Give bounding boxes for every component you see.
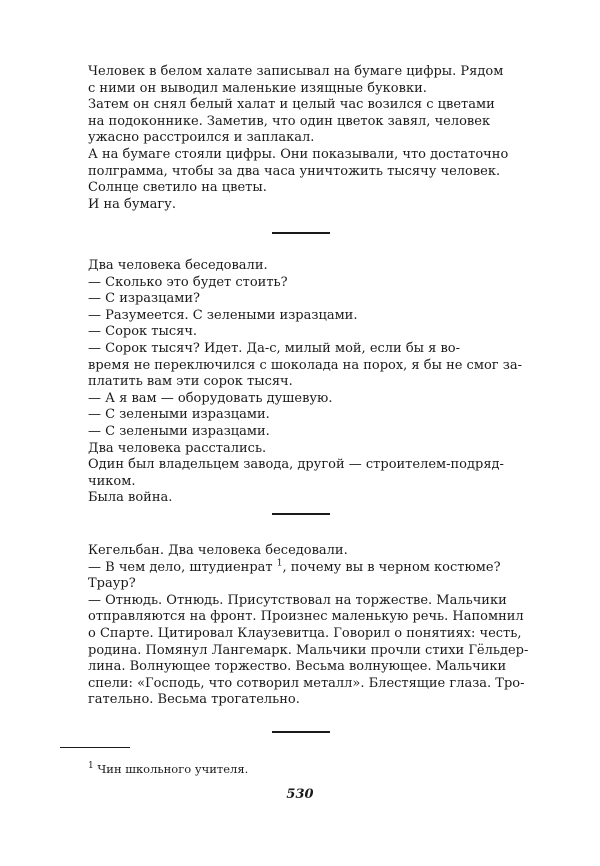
- text-line: полграмма, чтобы за два часа уничтожить тысячу человек.: [88, 163, 501, 179]
- section-divider: [272, 513, 330, 515]
- text-line: А на бумаге стояли цифры. Они показывали, что достаточно: [88, 146, 509, 162]
- footnote-mark: 1: [88, 761, 94, 772]
- footnote-separator: [60, 747, 130, 748]
- text-line: — С зелеными изразцами.: [88, 407, 270, 423]
- text-line: Солнце светило на цветы.: [88, 180, 267, 196]
- text-line: И на бумагу.: [88, 196, 176, 212]
- text-line: Человек в белом халате записывал на бумаге цифры. Рядом: [88, 64, 504, 79]
- text-line: — А я вам — оборудовать душевую.: [88, 390, 333, 406]
- text-line: на подоконнике. Заметив, что один цветок завял, человек: [88, 113, 491, 129]
- text-line: — С зелеными изразцами.: [88, 423, 270, 439]
- text-line: Два человека расстались.: [88, 440, 267, 456]
- section-3: [88, 543, 540, 709]
- text-line: — Сорок тысяч.: [88, 324, 198, 340]
- text-line: ужасно расстроился и заплакал.: [88, 130, 315, 146]
- footnote: [88, 762, 248, 776]
- text-line: Два человека беседовали.: [88, 258, 268, 273]
- text-line: Затем он снял белый халат и целый час возился с цветами: [88, 97, 495, 113]
- page-number: 530: [286, 787, 314, 802]
- text-line: — Сколько это будет стоить?: [88, 274, 288, 290]
- text-line: спели: «Господь, что сотворил металл». Блестящие глаза. Тро-: [88, 675, 525, 691]
- footnote-text: Чин школьного учителя.: [97, 762, 249, 776]
- text-line: [88, 560, 540, 577]
- text-line: время не переключился с шоколада на порох, я бы не смог за-: [88, 357, 522, 373]
- text-line: с ними он выводил маленькие изящные буковки.: [88, 80, 427, 96]
- text-line: чиком.: [88, 473, 136, 489]
- text-line: — Сорок тысяч? Идет. Да-с, милый мой, если бы я во-: [88, 340, 461, 356]
- text-line: Траур?: [88, 576, 136, 592]
- text-line: родина. Помянул Лангемарк. Мальчики прочли стихи Гёльдер-: [88, 642, 529, 658]
- text-line: — С изразцами?: [88, 291, 200, 307]
- text-line: Кегельбан. Два человека беседовали.: [88, 543, 348, 558]
- text-line: гательно. Весьма трогательно.: [88, 692, 300, 708]
- text-line: лина. Волнующее торжество. Весьма волнующее. Мальчики: [88, 659, 507, 675]
- section-divider: [272, 232, 330, 234]
- section-2: [88, 258, 540, 507]
- text-line: отправляются на фронт. Произнес маленькую речь. Напомнил: [88, 609, 524, 625]
- text-fragment: — В чем дело, штудиенрат: [88, 559, 273, 575]
- text-line: Была война.: [88, 490, 173, 506]
- text-line: платить вам эти сорок тысяч.: [88, 374, 293, 390]
- text-line: — Разумеется. С зелеными изразцами.: [88, 307, 358, 323]
- section-1: [88, 64, 540, 213]
- text-line: — Отнюдь. Отнюдь. Присутствовал на торжестве. Мальчики: [88, 592, 507, 608]
- section-divider: [272, 731, 330, 733]
- footnote-reference[interactable]: 1: [276, 558, 283, 569]
- text-fragment: , почему вы в черном костюме?: [282, 559, 501, 575]
- text-line: о Спарте. Цитировал Клаузевитца. Говорил о понятиях: честь,: [88, 625, 522, 641]
- text-line: Один был владельцем завода, другой — строителем-подряд-: [88, 457, 504, 473]
